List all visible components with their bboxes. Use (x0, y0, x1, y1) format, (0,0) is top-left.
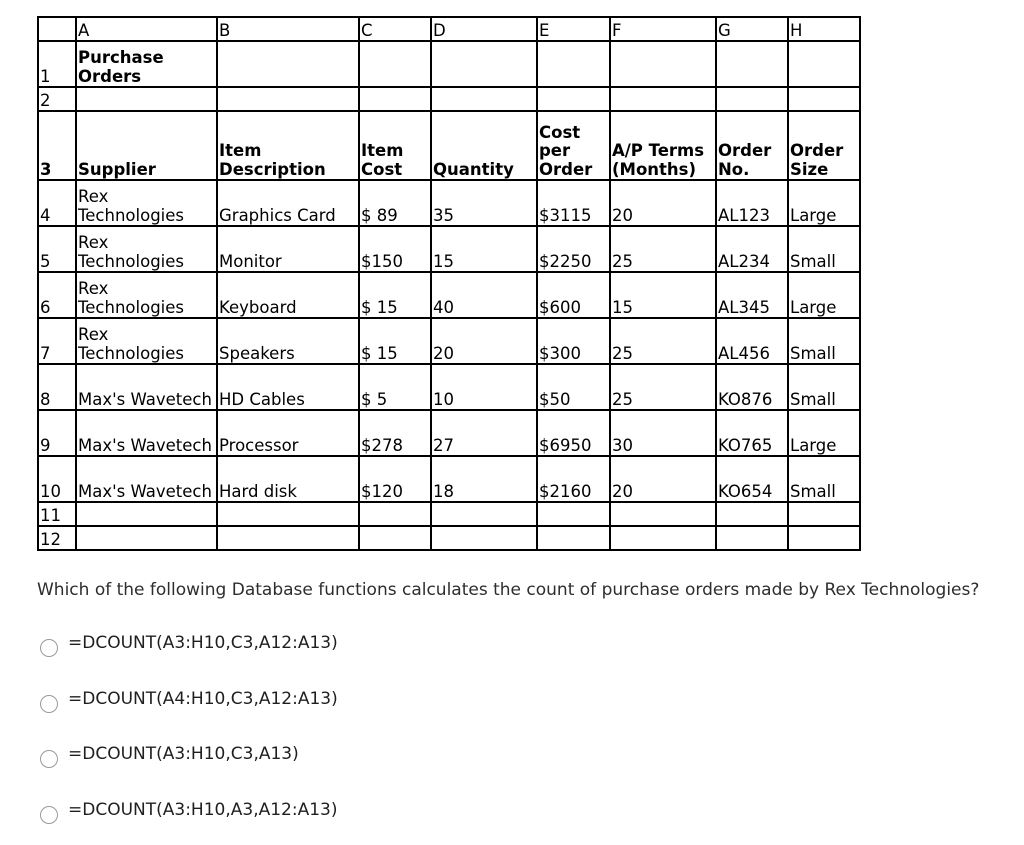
column-header: Quantity (431, 111, 537, 180)
table-cell: Small (788, 456, 860, 502)
table-cell: $6950 (537, 410, 610, 456)
table-cell: 25 (610, 226, 716, 272)
table-cell: $600 (537, 272, 610, 318)
column-letter-row (38, 17, 860, 41)
table-cell: 20 (610, 180, 716, 226)
option-label: =DCOUNT(A3:H10,C3,A13) (68, 744, 299, 764)
table-cell: $120 (359, 456, 431, 502)
table-row (38, 87, 860, 111)
answer-option-2[interactable] (40, 686, 338, 712)
table-cell: AL234 (716, 226, 788, 272)
radio-button[interactable] (40, 806, 58, 824)
radio-button[interactable] (40, 750, 58, 768)
table-row (38, 502, 860, 526)
table-cell: Speakers (217, 318, 359, 364)
table-cell: $ 89 (359, 180, 431, 226)
column-header: Item Cost (359, 111, 431, 180)
table-cell: AL456 (716, 318, 788, 364)
table-cell: $50 (537, 364, 610, 410)
row-number: 6 (38, 272, 76, 318)
table-cell: 30 (610, 410, 716, 456)
table-row (38, 526, 860, 550)
column-letter: B (217, 17, 359, 41)
table-cell: 40 (431, 272, 537, 318)
table-cell: $2160 (537, 456, 610, 502)
row-number: 8 (38, 364, 76, 410)
table-cell: Graphics Card (217, 180, 359, 226)
table-row (38, 226, 860, 272)
table-cell: Rex Technologies (76, 180, 217, 226)
table-cell: $300 (537, 318, 610, 364)
table-cell: KO765 (716, 410, 788, 456)
table-cell: Large (788, 410, 860, 456)
table-row (38, 41, 860, 87)
table-row (38, 318, 860, 364)
table-cell: Hard disk (217, 456, 359, 502)
column-letter: H (788, 17, 860, 41)
sheet-title: Purchase Orders (76, 41, 217, 87)
row-number: 3 (38, 111, 76, 180)
table-row (38, 272, 860, 318)
option-label: =DCOUNT(A4:H10,C3,A12:A13) (68, 689, 338, 709)
table-cell: Processor (217, 410, 359, 456)
row-number: 11 (38, 502, 76, 526)
table-row (38, 364, 860, 410)
table-cell: $278 (359, 410, 431, 456)
table-cell: Rex Technologies (76, 226, 217, 272)
row-number: 1 (38, 41, 76, 87)
column-letter: A (76, 17, 217, 41)
table-cell: 27 (431, 410, 537, 456)
table-cell: 20 (610, 456, 716, 502)
question-text: Which of the following Database functions calculates the count of purchase orders made by Rex Technologies? (37, 580, 980, 600)
table-cell: Small (788, 318, 860, 364)
option-label: =DCOUNT(A3:H10,C3,A12:A13) (68, 633, 338, 653)
table-row (38, 410, 860, 456)
table-cell: Large (788, 272, 860, 318)
answer-option-1[interactable] (40, 630, 338, 656)
radio-button[interactable] (40, 695, 58, 713)
table-cell: 15 (431, 226, 537, 272)
table-cell: $ 15 (359, 272, 431, 318)
row-number: 2 (38, 87, 76, 111)
option-label: =DCOUNT(A3:H10,A3,A12:A13) (68, 800, 338, 820)
table-cell: 35 (431, 180, 537, 226)
table-cell: Large (788, 180, 860, 226)
row-number: 7 (38, 318, 76, 364)
row-number: 5 (38, 226, 76, 272)
column-letter: D (431, 17, 537, 41)
table-cell: 15 (610, 272, 716, 318)
header-row (38, 111, 860, 180)
table-cell: 25 (610, 318, 716, 364)
table-cell: $ 15 (359, 318, 431, 364)
table-cell: $ 5 (359, 364, 431, 410)
table-cell: Rex Technologies (76, 318, 217, 364)
table-row (38, 180, 860, 226)
table-cell: Max's Wavetech (76, 410, 217, 456)
column-header: Supplier (76, 111, 217, 180)
column-letter: C (359, 17, 431, 41)
row-number: 9 (38, 410, 76, 456)
column-header: Item Description (217, 111, 359, 180)
table-cell: Keyboard (217, 272, 359, 318)
table-cell: AL123 (716, 180, 788, 226)
column-letter: E (537, 17, 610, 41)
table-cell: Rex Technologies (76, 272, 217, 318)
table-cell: AL345 (716, 272, 788, 318)
spreadsheet-table (37, 16, 861, 551)
column-header: A/P Terms (Months) (610, 111, 716, 180)
radio-button[interactable] (40, 639, 58, 657)
table-cell: 18 (431, 456, 537, 502)
table-cell: HD Cables (217, 364, 359, 410)
table-cell: Max's Wavetech (76, 364, 217, 410)
table-cell: KO654 (716, 456, 788, 502)
table-cell: KO876 (716, 364, 788, 410)
corner-cell (38, 17, 76, 41)
table-cell: 20 (431, 318, 537, 364)
column-header: Order No. (716, 111, 788, 180)
table-cell: Small (788, 226, 860, 272)
table-cell: Monitor (217, 226, 359, 272)
column-letter: G (716, 17, 788, 41)
row-number: 4 (38, 180, 76, 226)
column-header: Order Size (788, 111, 860, 180)
table-cell: 10 (431, 364, 537, 410)
answer-option-3[interactable] (40, 741, 299, 767)
column-header: Cost per Order (537, 111, 610, 180)
table-cell: $3115 (537, 180, 610, 226)
table-cell: Max's Wavetech (76, 456, 217, 502)
row-number: 12 (38, 526, 76, 550)
table-cell: 25 (610, 364, 716, 410)
answer-option-4[interactable] (40, 797, 338, 823)
table-cell: $150 (359, 226, 431, 272)
row-number: 10 (38, 456, 76, 502)
table-row (38, 456, 860, 502)
table-cell: $2250 (537, 226, 610, 272)
table-cell: Small (788, 364, 860, 410)
column-letter: F (610, 17, 716, 41)
